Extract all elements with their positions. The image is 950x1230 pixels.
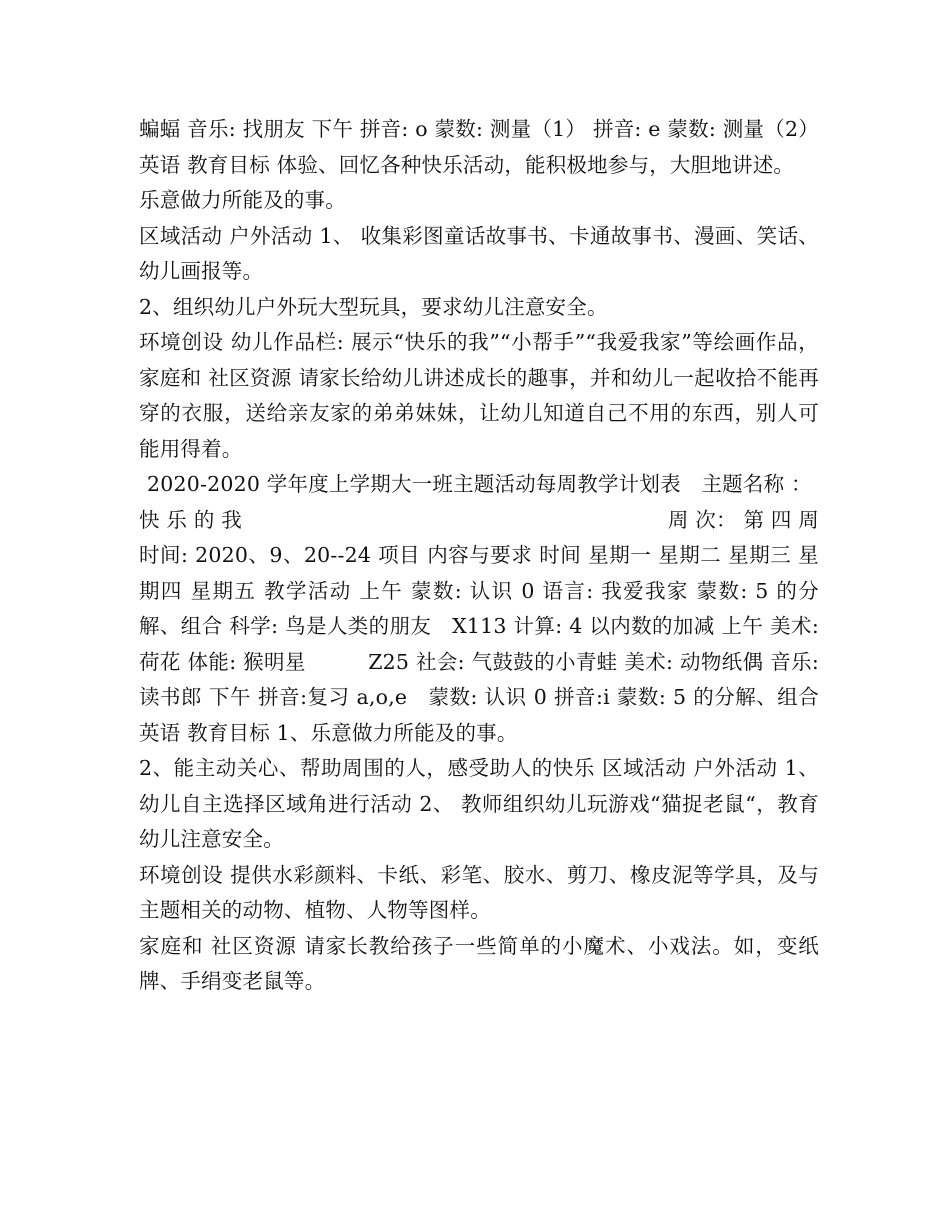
plan-goal-area: 2、能主动关心、帮助周围的人，感受助人的快乐 区域活动 户外活动 1、 幼儿自主选择区域角进行活动 2、 教师组织幼儿玩游戏“猫捉老鼠“，教育幼儿注意安全。 [139, 756, 819, 851]
paragraph-goal: 乐意做力所能及的事。 [139, 188, 346, 212]
plan-week: 周 次： 第 四 周 [667, 507, 819, 532]
paragraph-activities-summary: 蝙蝠 音乐: 找朋友 下午 拼音: o 蒙数: 测量（1） 拼音: e 蒙数: 测量（2） 英语 教育目标 体验、回忆各种快乐活动，能积极地参与，大胆地讲述。 [139, 117, 819, 177]
plan-schedule: 时间: 2020、9、20--24 项目 内容与要求 时间 星期一 星期二 星期三 星期四 星期五 教学活动 上午 蒙数: 认识 0 语言: 我爱我家 蒙数: 5 的分解、组合 科学: 鸟是人类的朋友 X113 计算: 4 以内数的加减 上午 美术: 荷花 体能: 猴明星 Z25 社会: 气鼓鼓的小青蛙 美术: 动物纸偶 音乐: 读书郎 下午 拼音:复习 a,o,e 蒙数: 认识 0 拼音:i 蒙数: 5 的分解、组合 英语 教育目标 1、乐意做力所能及的事。 [139, 543, 819, 745]
paragraph-outdoor-safety: 2、组织幼儿户外玩大型玩具，要求幼儿注意安全。 [139, 294, 608, 319]
paragraph-area-activity: 区域活动 户外活动 1、 收集彩图童话故事书、卡通故事书、漫画、笑话、幼儿画报等。 [139, 223, 819, 283]
plan-family-resources: 家庭和 社区资源 请家长教给孩子一些简单的小魔术、小戏法。如，变纸牌、手绢变老鼠等。 [139, 933, 819, 993]
plan-theme: 快 乐 的 我 [139, 507, 242, 532]
plan-theme-row [139, 503, 819, 539]
plan-environment: 环境创设 提供水彩颜料、卡纸、彩笔、胶水、剪刀、橡皮泥等学具，及与主题相关的动物、植物、人物等图样。 [139, 862, 819, 922]
document-body [139, 112, 819, 1000]
paragraph-environment-family: 环境创设 幼儿作品栏: 展示“快乐的我”“小帮手”“我爱我家”等绘画作品， 家庭和 社区资源 请家长给幼儿讲述成长的趣事，并和幼儿一起收拾不能再穿的衣服，送给亲友家的弟弟妹妹，让幼儿知道自己不用的东西，别人可能用得着。 [139, 330, 819, 461]
plan-title: 2020-2020 学年度上学期大一班主题活动每周教学计划表 主题名称 ： [147, 472, 812, 496]
